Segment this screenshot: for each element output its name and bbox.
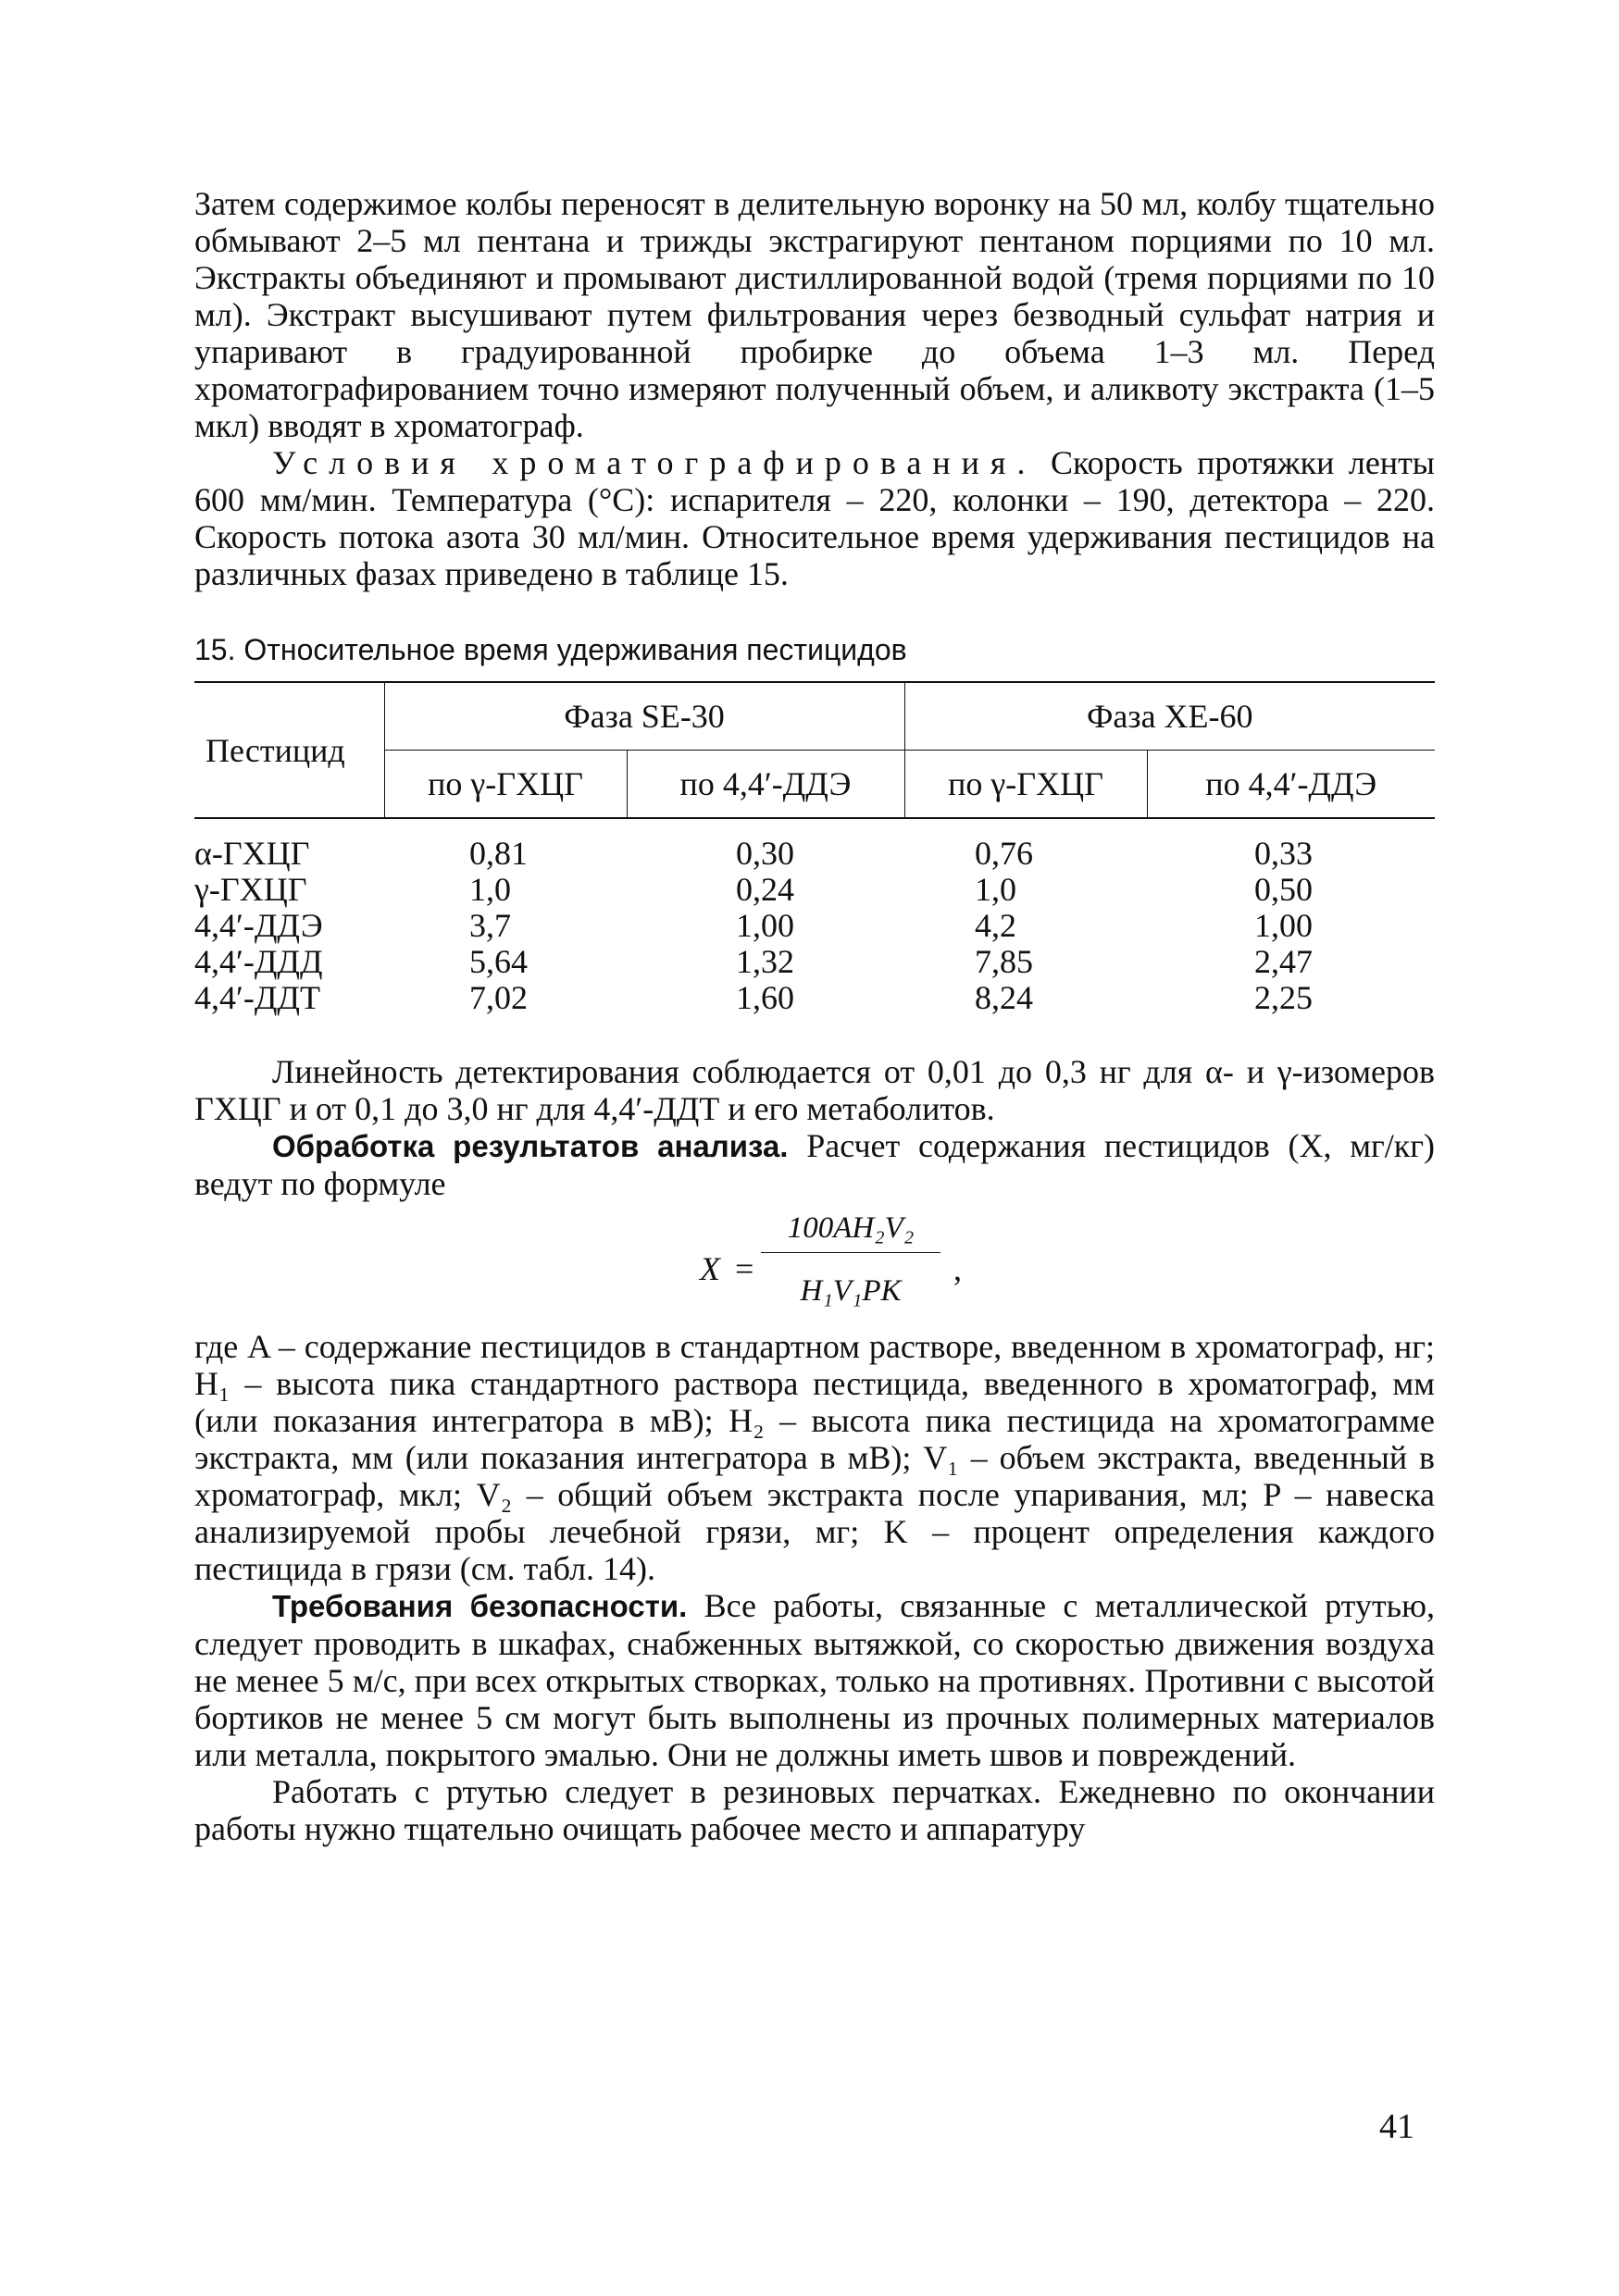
formula-comma: , [953,1250,962,1287]
table-cell: 0,81 [469,835,528,872]
phase-se30-header: Фаза SE-30 [384,682,904,751]
pesticide-name: 4,4′-ДДЭ [194,907,323,944]
results-processing-text: Расчет содержания пестицидов (X, мг/кг) ведут по формуле [194,1127,1435,1202]
table-cell: 7,02 [469,979,528,1016]
page-number: 41 [1379,2107,1414,2146]
document-page [194,185,1435,1847]
formula-equals: = [735,1250,754,1287]
pesticide-column-header: Пестицид [194,682,384,818]
table-cell: 1,32 [736,943,794,980]
paragraph-mercury-handling: Работать с ртутью следует в резиновых перчатках. Ежедневно по окончании работы нужно тщательно очищать рабочее место и аппаратуру [194,1773,1435,1847]
table-cell: 0,24 [736,871,794,908]
formula-numerator: 100AH₂V₂ [761,1210,940,1253]
table-cell: 7,85 [975,943,1033,980]
table-cell: 4,2 [975,907,1016,944]
formula-denominator: H₁V₁PK [800,1274,902,1308]
retention-time-table [194,681,1435,1016]
chromatography-conditions-text: Скорость протяжки ленты 600 мм/мин. Температура (°С): испарителя – 220, колонки – 190, детектора – 220. Скорость потока азота 30 мл/мин. Относительное время удерживания пестицидов на различных фазах приведено в таблице 15. [194,444,1435,592]
table-cell: 0,50 [1254,871,1313,908]
table-cell: 2,25 [1254,979,1313,1016]
pesticide-name: 4,4′-ДДТ [194,979,320,1016]
se30-dde-header: по 4,4′-ДДЭ [627,751,904,819]
results-processing-heading: Обработка результатов анализа. [272,1129,789,1163]
table-cell: 3,7 [469,907,511,944]
table-row [194,872,1435,908]
paragraph-linearity: Линейность детектирования соблюдается от 0,01 до 0,3 нг для α- и γ-изомеров ГХЦГ и от 0,1 до 3,0 нг для 4,4′-ДДТ и его метаболитов. [194,1053,1435,1127]
spacer [194,1016,1435,1053]
paragraph-results-processing [194,1127,1435,1202]
table-cell: 1,00 [736,907,794,944]
se30-gamma-hch-header: по γ-ГХЦГ [384,751,627,819]
formula [194,1202,1435,1328]
table-row [194,818,1435,872]
table-cell: 5,64 [469,943,528,980]
paragraph-extraction: Затем содержимое колбы переносят в делительную воронку на 50 мл, колбу тщательно обмывают 2–5 мл пентана и трижды экстрагируют пентаном порциями по 10 мл. Экстракты объединяют и промывают дистиллированной водой (тремя порциями по 10 мл). Экстракт высушивают путем фильтрования через безводный сульфат натрия и упаривают в градуированной пробирке до объема 1–3 мл. Перед хроматографированием точно измеряют полученный объем, и аликвоту экстракта (1–5 мкл) вводят в хроматограф. [194,185,1435,444]
formula-lhs: X [700,1250,720,1287]
paragraph-chromatography-conditions [194,444,1435,592]
chromatography-conditions-heading: Условия хроматографирования. [272,444,1037,481]
table-cell: 1,0 [975,871,1016,908]
paragraph-variable-definitions: где A – содержание пестицидов в стандартном растворе, введенном в хроматограф, нг; H₁ – высота пика стандартного раствора пестицида, введенного в хроматограф, мм (или показания интегратора в мВ); H₂ – высота пика пестицида на хроматограмме экстракта, мм (или показания интегратора в мВ); V₁ – объем экстракта, введенный в хроматограф, мкл; V₂ – общий объем экстракта после упаривания, мл; P – навеска анализируемой пробы лечебной грязи, мг; K – процент определения каждого пестицида в грязи (см. табл. 14). [194,1328,1435,1587]
safety-heading: Требования безопасности. [272,1589,688,1623]
table-cell: 0,30 [736,835,794,872]
table-row [194,980,1435,1016]
table-cell: 1,00 [1254,907,1313,944]
paragraph-safety [194,1587,1435,1773]
table-cell: 0,76 [975,835,1033,872]
pesticide-name: α-ГХЦГ [194,835,310,872]
table-cell: 2,47 [1254,943,1313,980]
pesticide-name: γ-ГХЦГ [194,871,307,908]
safety-text: Все работы, связанные с металлической ртутью, следует проводить в шкафах, снабженных вытяжкой, со скоростью движения воздуха не менее 5 м/с, при всех открытых створках, только на противнях. Противни с высотой бортиков не менее 5 см могут быть выполнены из прочных полимерных материалов или металла, покрытого эмалью. Они не должны иметь швов и повреждений. [194,1587,1435,1773]
table-row [194,944,1435,980]
pesticide-name: 4,4′-ДДД [194,943,323,980]
table-cell: 0,33 [1254,835,1313,872]
table-cell: 1,0 [469,871,511,908]
table-row [194,908,1435,944]
table-cell: 8,24 [975,979,1033,1016]
table-cell: 1,60 [736,979,794,1016]
phase-xe60-header: Фаза XE-60 [904,682,1435,751]
xe60-dde-header: по 4,4′-ДДЭ [1147,751,1435,819]
xe60-gamma-hch-header: по γ-ГХЦГ [904,751,1147,819]
table-caption: 15. Относительное время удерживания пестицидов [194,633,907,666]
